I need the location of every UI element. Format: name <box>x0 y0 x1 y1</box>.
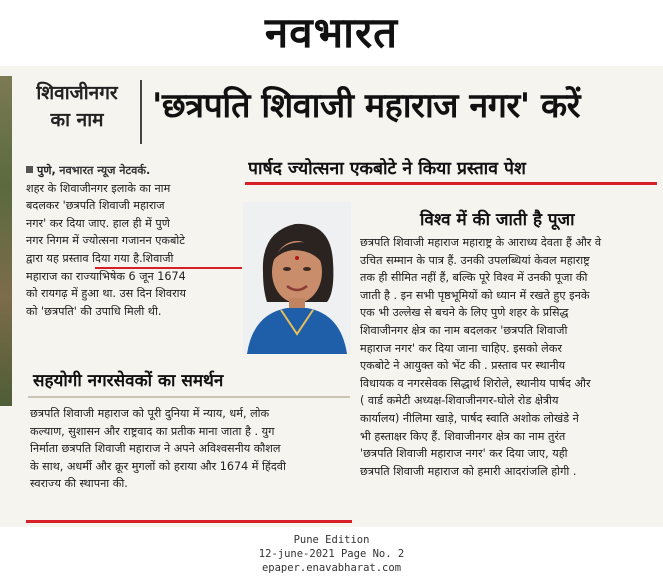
support-line: निर्माता छत्रपति शिवाजी महाराज ने अपने अविश्वसनीय कौशल <box>30 442 281 456</box>
support-heading-rule <box>28 396 350 398</box>
right-line: छत्रपति शिवाजी महाराज को हमारी आदरांजलि होगी . <box>360 464 577 478</box>
right-line: छत्रपति शिवाजी महाराज महाराष्ट्र के आराध्य देवता हैं और वे <box>360 236 602 249</box>
right-line: विधायक व नगरसेवक सिद्धार्थ शिरोले, स्थानीय पार्षद और <box>360 376 591 390</box>
subheadline-rule <box>245 182 657 185</box>
right-line: एक भी उल्लेख से बचने के लिए पुणे शहर के प्रसिद्ध <box>360 306 569 320</box>
agency: नवभारत न्यूज नेटवर्क. <box>59 164 151 177</box>
byline <box>26 162 239 180</box>
right-line: उचित सम्मान के पात्र हैं. उनकी उपलब्धियां केवल महाराष्ट्र <box>360 253 590 267</box>
edition-name: Pune Edition <box>293 534 370 546</box>
support-line: स्वराज्य की स्थापना की. <box>30 477 128 491</box>
lead-line: को रायगढ़ में हुआ था. उस दिन शिवराय <box>26 287 187 301</box>
topic-label <box>18 80 136 142</box>
support-line: छत्रपति शिवाजी महाराज को पूरी दुनिया में न्याय, धर्म, लोक <box>30 407 270 420</box>
masthead-logo: नवभारत <box>264 8 399 57</box>
lead-line: नगर' कर दिया जाए. हाल ही में पुणे <box>26 216 170 230</box>
epaper-site-link[interactable]: epaper.enavabharat.com <box>261 562 402 574</box>
headline: 'छत्रपति शिवाजी महाराज नगर' करें <box>152 86 581 126</box>
right-line: जाती है . इन सभी पृष्ठभूमियों को ध्यान में रखते हुए इनके <box>360 288 590 302</box>
lead-line: नगर निगम में ज्योत्सना गजानन एकबोटे <box>26 234 185 248</box>
right-section-body <box>360 234 660 480</box>
right-line: कार्यालय) नीलिमा खाड़े, पार्षद स्वाति अशोक लोखंडे ने <box>360 411 579 425</box>
highlight-underline <box>95 267 242 269</box>
right-line: 'छत्रपति शिवाजी महाराज नगर' कर दिया जाए, यही <box>360 447 568 461</box>
support-line: कल्याण, सुशासन और राष्ट्रवाद का प्रतीक माना जाता है . युग <box>30 424 275 438</box>
topic-line-1: शिवाजीनगर <box>36 82 118 104</box>
lead-paragraph <box>26 162 239 320</box>
topic-divider <box>140 80 142 144</box>
edition-footer <box>0 533 663 575</box>
masthead <box>0 0 663 66</box>
bullet-square-icon <box>26 166 33 173</box>
subheadline: पार्षद ज्योत्सना एकबोटे ने किया प्रस्ताव पेश <box>248 159 526 179</box>
support-section-body <box>30 405 352 493</box>
clip-bottom-rule <box>26 520 352 523</box>
adjacent-photo-edge <box>0 76 12 406</box>
lead-line: महाराज का राज्याभिषेक 6 जून 1674 <box>26 269 186 283</box>
lead-line: को 'छत्रपति' की उपाधि मिली थी. <box>26 304 162 318</box>
right-section-heading: विश्व में की जाती है पूजा <box>420 210 575 230</box>
article-clipping <box>0 66 663 527</box>
support-line: के साथ, अधर्मी और क्रूर मुगलों को हराया और 1674 में हिंदवी <box>30 459 286 473</box>
support-section-heading: सहयोगी नगरसेवकों का समर्थन <box>33 371 224 391</box>
right-line: शिवाजीनगर क्षेत्र का नाम बदलकर 'छत्रपति शिवाजी <box>360 323 568 337</box>
lead-line: द्वारा यह प्रस्ताव दिया गया है.शिवाजी <box>26 251 174 265</box>
edition-date-page: 12-june-2021 Page No. 2 <box>258 548 405 560</box>
dateline: पुणे, <box>37 164 56 177</box>
right-line: तक ही सीमित नहीं हैं, बल्कि पूरे विश्व में उनकी पूजा की <box>360 271 588 285</box>
right-line: ( वार्ड कमेटी अध्यक्ष-शिवाजीनगर-घोले रोड क्षेत्रीय <box>360 394 559 408</box>
right-line: भी हस्ताक्षर किए हैं. शिवाजीनगर क्षेत्र का नाम तुरंत <box>360 429 566 443</box>
lead-line: बदलकर 'छत्रपति शिवाजी महाराज <box>26 199 165 213</box>
portrait-photo-icon <box>243 202 351 354</box>
topic-line-2: का नाम <box>50 109 104 131</box>
right-line: एकबोटे ने आयुक्त को भेंट की . प्रस्ताव पर स्थानीय <box>360 359 566 373</box>
right-line: महाराज नगर' कर दिया जाना चाहिए. इसको लेकर <box>360 341 562 355</box>
lead-line: शहर के शिवाजीनगर इलाके का नाम <box>26 181 171 195</box>
